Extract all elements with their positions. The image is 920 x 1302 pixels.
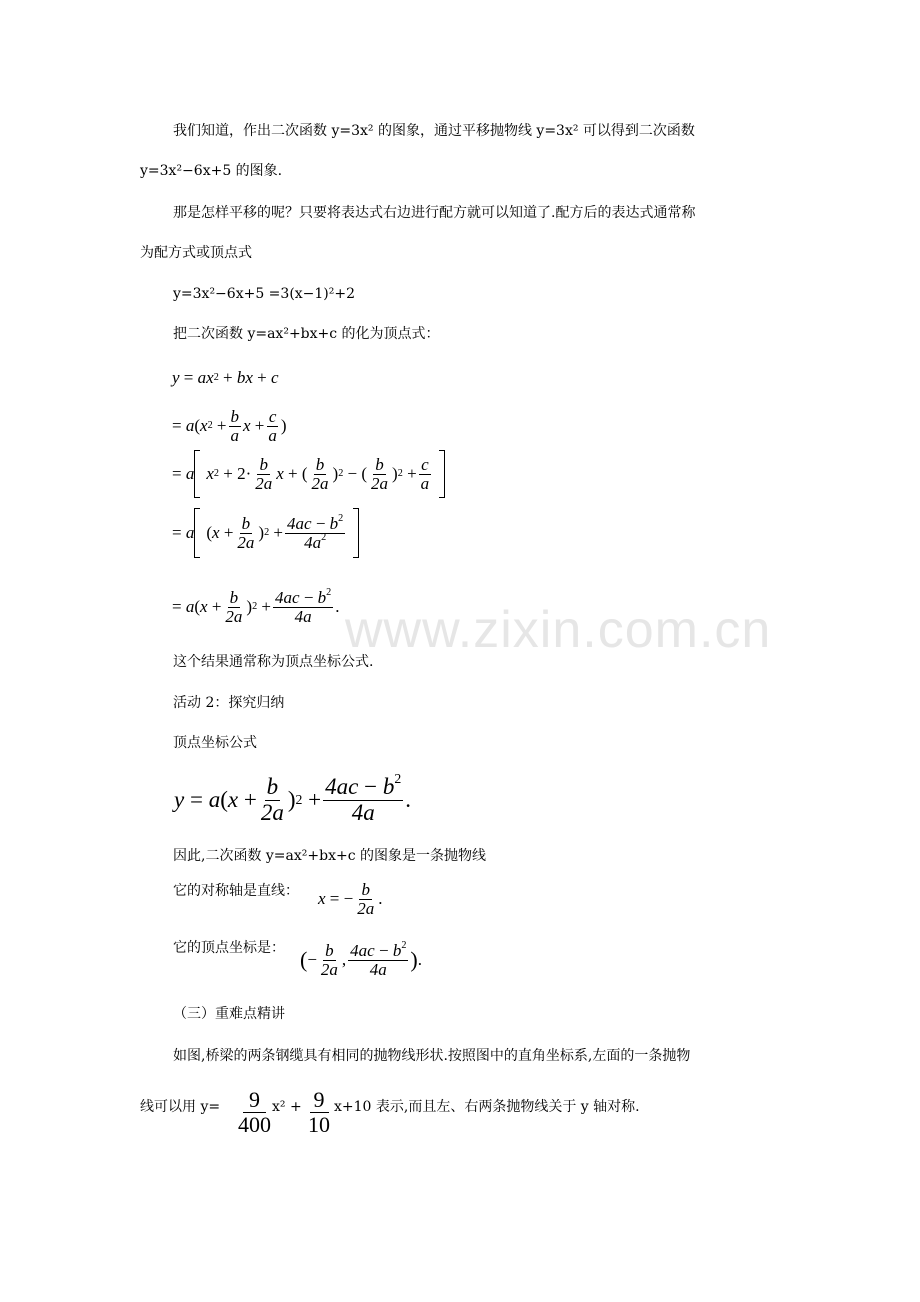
derivation-step-2: = a ( x 2 + $\frac{b}{a}$ x + $\frac{c}{a}$ ) [172,406,287,445]
coef1-denominator: 400 [238,1111,271,1137]
paragraph-12-line-1: 如图,桥梁的两条钢缆具有相同的抛物线形状.按照图中的直角坐标系,左面的一条抛物 [173,1048,691,1064]
watermark: www.zixin.com.cn [345,601,772,659]
vertex-coordinates-formula: ( − $\frac{b}{2a}$ , $\frac{4ac - b^2}{4a}$ ) . [300,939,422,979]
paragraph-8: 因此,二次函数 y=ax²+bx+c 的图象是一条抛物线 [173,848,487,864]
paragraph-1-line-1: 我们知道，作出二次函数 y=3x² 的图象，通过平移抛物线 y=3x² 可以得到二次函数 [173,123,695,139]
coef2-denominator: 10 [308,1111,330,1137]
vertex-formula: y = a ( x + $\frac{b}{2a}$ ) 2 + $\frac{4ac - b^2}{4a}$ . [174,771,411,825]
paragraph-12-prefix: 线可以用 y= [140,1099,221,1115]
paragraph-6: 活动 2：探究归纳 [173,695,285,711]
paragraph-2-line-1: 那是怎样平移的呢？只要将表达式右边进行配方就可以知道了.配方后的表达式通常称 [173,205,696,221]
coef1-numerator: 9 [243,1088,266,1112]
axis-of-symmetry-formula: x = − $\frac{b}{2a}$ . [318,879,383,918]
paragraph-12-mid: x² + [272,1099,302,1115]
paragraph-11: （三）重难点精讲 [173,1006,285,1022]
paragraph-7: 顶点坐标公式 [173,735,257,751]
paragraph-12-suffix: x+10 表示,而且左、右两条抛物线关于 y 轴对称. [334,1099,640,1115]
paragraph-4: 把二次函数 y=ax²+bx+c 的化为顶点式： [173,326,440,342]
coefficient-1-fraction [232,1080,277,1144]
paragraph-2-line-2: 为配方式或顶点式 [140,245,252,261]
coef2-numerator: 9 [310,1088,329,1112]
paragraph-1-line-2: y=3x²−6x+5 的图象. [140,163,283,179]
vertex-coordinates-label: 它的顶点坐标是： [173,940,285,956]
derivation-step-3: = a x 2 + 2· $\frac{b}{2a}$ x + ( $\frac{b}{2a}$ ) 2 − ( $\frac{b}{2a}$ ) 2 + $\frac{c}{a}$ [172,450,445,498]
paragraph-3: y=3x²−6x+5 =3(x−1)²+2 [173,286,356,302]
derivation-step-1: y = ax 2 + bx + c [172,368,279,387]
paragraph-5: 这个结果通常称为顶点坐标公式. [173,654,374,670]
derivation-step-4: = a ( x + $\frac{b}{2a}$ ) 2 + $\frac{4ac - b^2}{4a^2}$ [172,508,359,558]
axis-of-symmetry-label: 它的对称轴是直线： [173,883,299,899]
coefficient-2-fraction [304,1080,334,1144]
derivation-step-5: = a ( x + $\frac{b}{2a}$ ) 2 + $\frac{4ac - b^2}{4a}$ . [172,586,340,626]
